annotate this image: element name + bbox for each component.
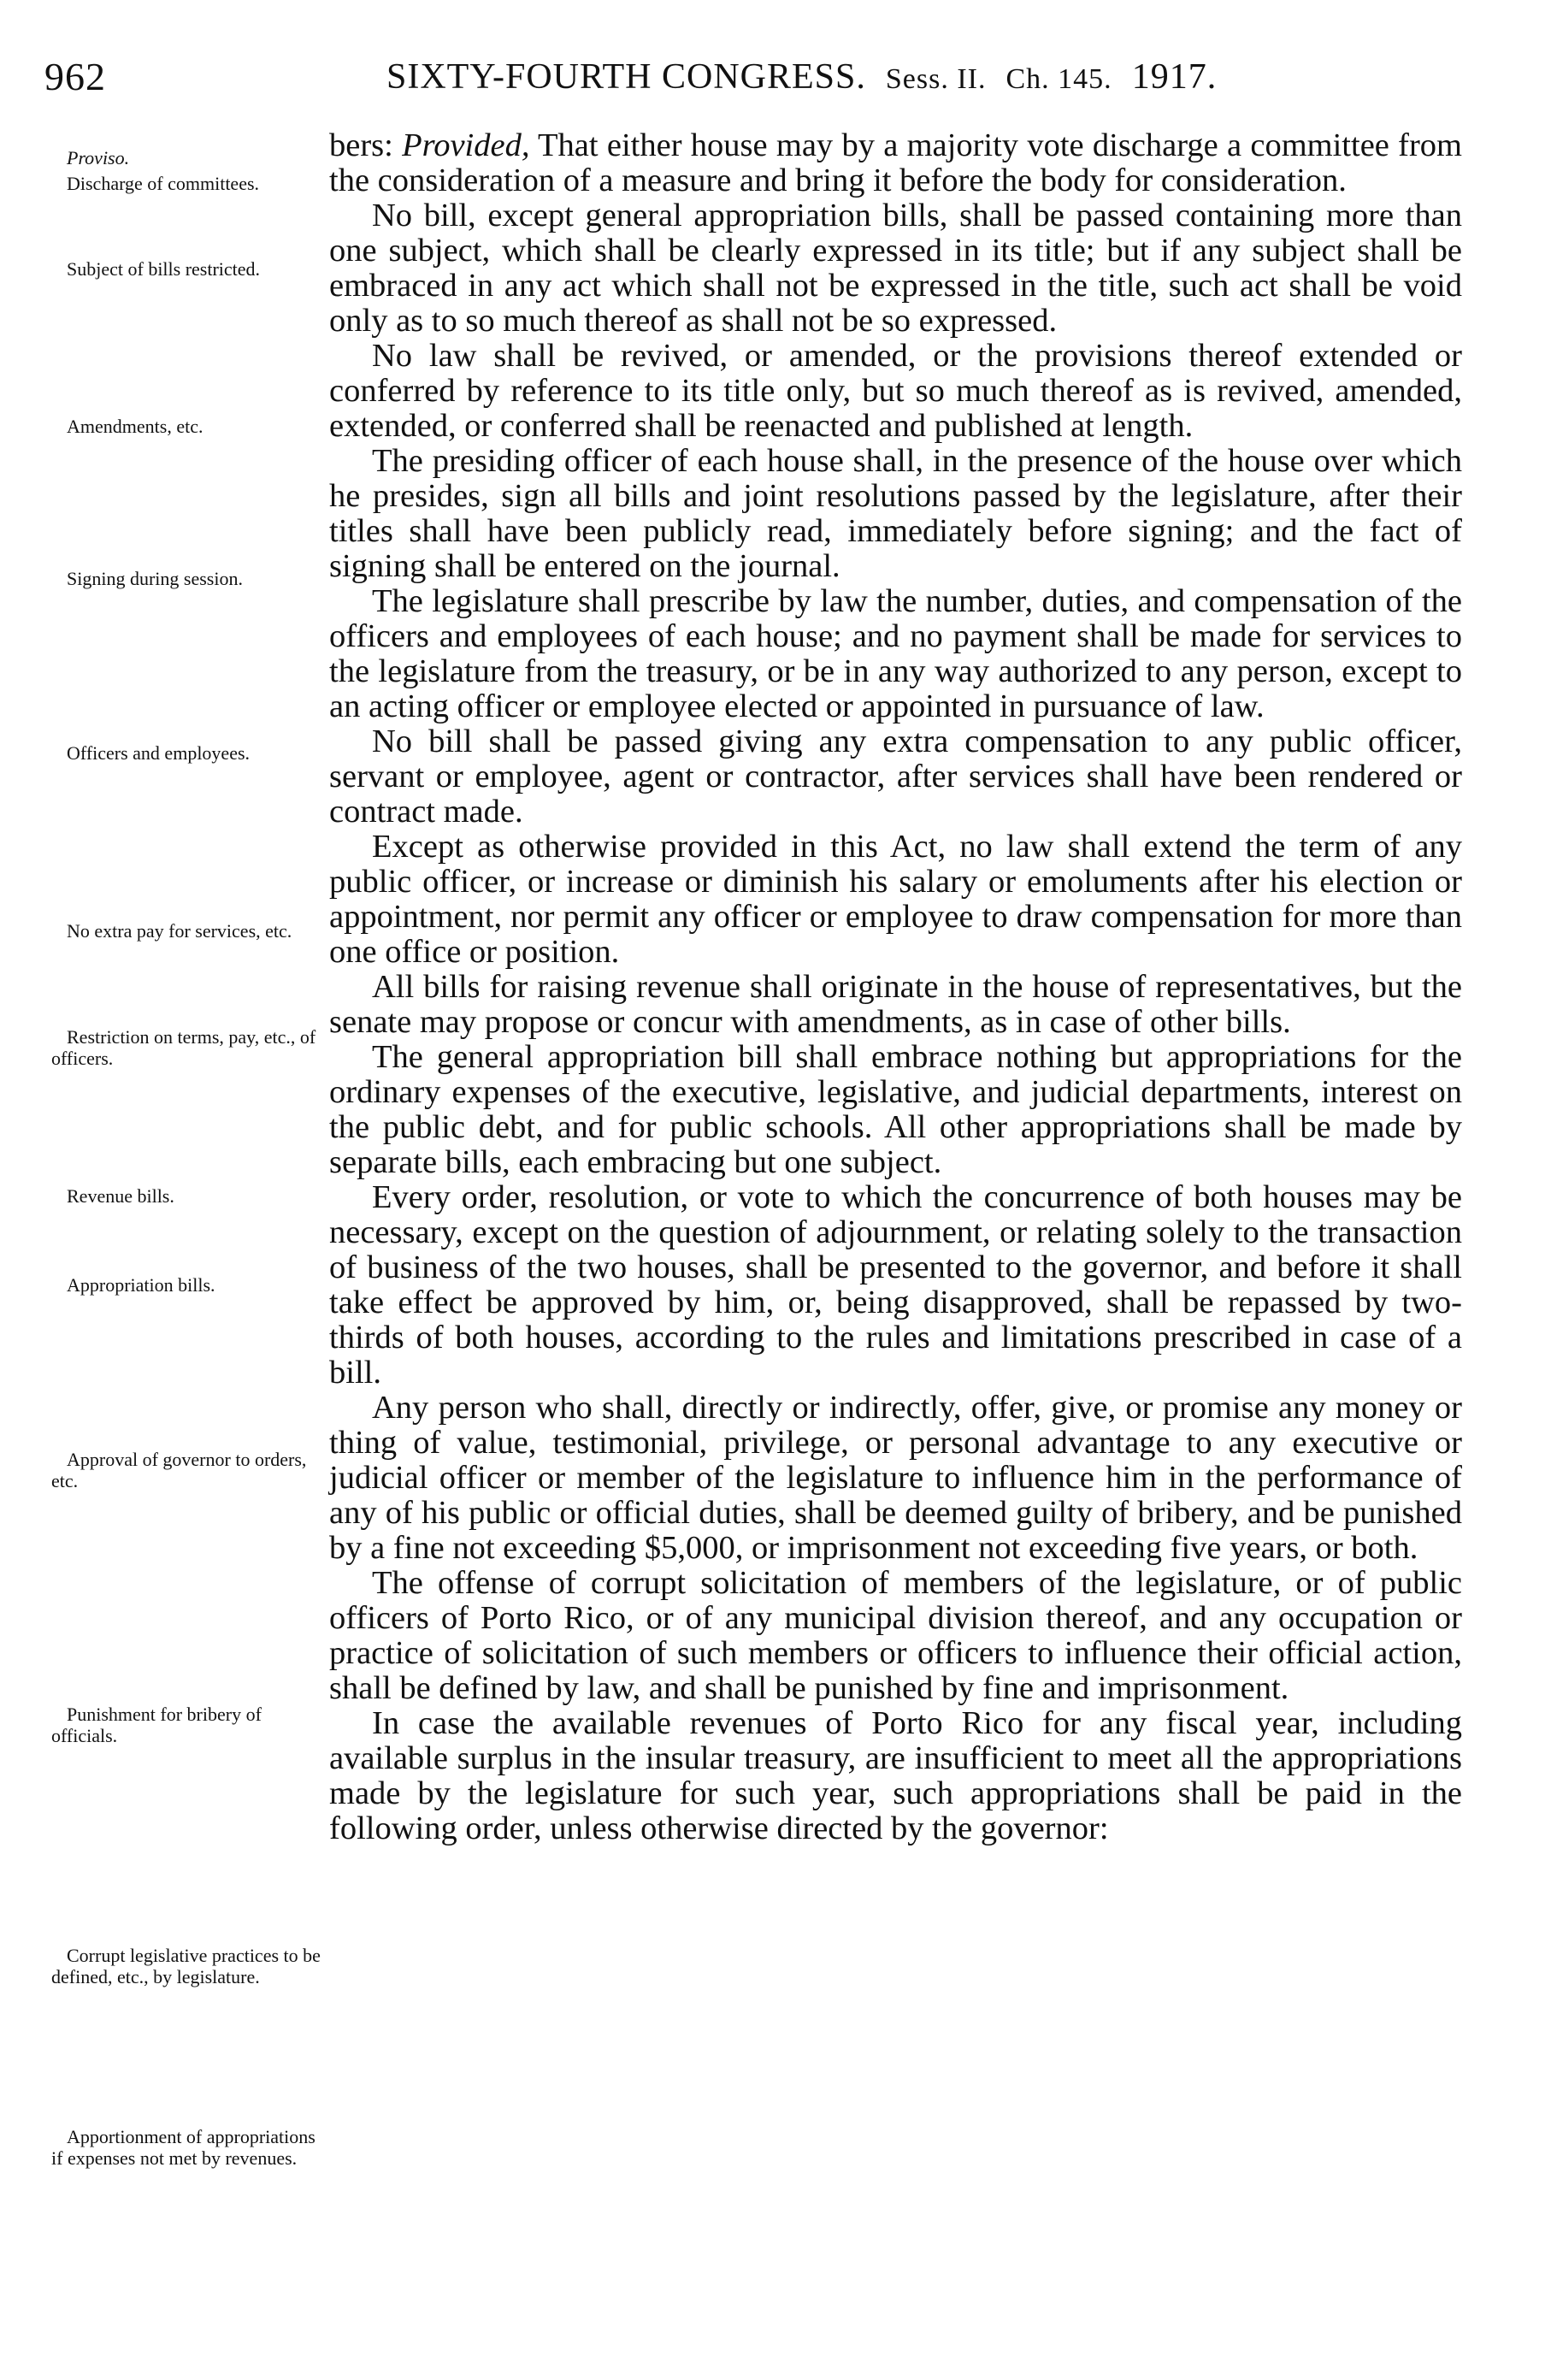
margin-note-corrupt-practices: Corrupt legislative practices to be defined, etc., by legislature. [51, 1945, 321, 1987]
margin-note-signing-session: Signing during session. [67, 568, 243, 589]
congress-title: SIXTY-FOURTH CONGRESS. [386, 57, 866, 97]
running-title [386, 51, 1217, 105]
paragraph-restriction-terms: Except as otherwise provided in this Act, no law shall extend the term of any public officer, or increase or diminish his salary or emoluments after his election or appointment, nor permit any officer or employee to draw compensation for more than one office or position. [329, 829, 1462, 970]
provided-keyword: Provided, [402, 127, 530, 163]
paragraph-extra-pay: No bill shall be passed giving any extra compensation to any public officer, servant or employee, agent or contractor, after services shall have been rendered or contract made. [329, 723, 1462, 830]
margin-note-appropriation-bills: Appropriation bills. [67, 1274, 215, 1296]
year-label: 1917. [1131, 57, 1218, 97]
paragraph-apportionment: In case the available revenues of Porto Rico for any fiscal year, including available surplus in the insular treasury, are insufficient to meet all the appropriations made by the legislature for such year, such appropriations shall be paid in the following order, unless otherwise directed by the governor: [329, 1705, 1462, 1846]
margin-note-amendments: Amendments, etc. [67, 416, 203, 437]
margin-note-punishment-bribery: Punishment for bribery of officials. [51, 1704, 262, 1746]
body-text [329, 128, 1462, 1846]
margin-note-apportionment: Apportionment of appropriations if expenses not met by revenues. [51, 2126, 316, 2169]
paragraph-proviso-rest: That either house may by a majority vote discharge a committee from the consideration of a measure and bring it before the body for consideration. [329, 127, 1462, 198]
running-head [44, 51, 1464, 103]
margin-note-approval-governor: Approval of governor to orders, etc. [51, 1449, 307, 1491]
session-label: Sess. II. [885, 63, 987, 95]
margin-notes [51, 128, 325, 2352]
margin-note-subject-bills: Subject of bills restricted. [67, 258, 261, 280]
paragraph-amendments: No law shall be revived, or amended, or the provisions thereof extended or conferred by reference to its title only, but so much thereof as is revived, amended, extended, or conferred shall be reenacted and published at length. [329, 338, 1462, 444]
margin-note-officers-employees: Officers and employees. [67, 742, 251, 764]
paragraph-proviso-lead: bers: [329, 127, 403, 163]
paragraph-bribery: Any person who shall, directly or indirectly, offer, give, or promise any money or thing of value, testimonial, privilege, or personal advantage to any executive or judicial officer or member of the legislature to influence him in the performance of any of his public or official duties, shall be deemed guilty of bribery, and be punished by a fine not exceeding $5,000, or imprisonment not exceeding five years, or both. [329, 1390, 1462, 1566]
margin-note-restriction-terms: Restriction on terms, pay, etc., of officers. [51, 1026, 316, 1069]
margin-note-revenue-bills: Revenue bills. [67, 1185, 174, 1207]
paragraph-subject-bills: No bill, except general appropriation bills, shall be passed containing more than one subject, which shall be clearly expressed in its title; but if any subject shall be embraced in any act which shall not be expressed in the title, such act shall be void only as to so much thereof as shall not be so expressed. [329, 198, 1462, 339]
paragraph-corrupt-practices: The offense of corrupt solicitation of members of the legislature, or of public officers of Porto Rico, or of any municipal division thereof, and any occupation or practice of solicitation of such members or officers to influence their official action, shall be defined by law, and shall be punished by fine and imprisonment. [329, 1565, 1462, 1706]
paragraph-appropriation-bills: The general appropriation bill shall embrace nothing but appropriations for the ordinary expenses of the executive, legislative, and judicial departments, interest on the public debt, and for public schools. All other appropriations shall be made by separate bills, each embracing but one subject. [329, 1039, 1462, 1180]
chapter-label: Ch. 145. [1005, 63, 1112, 95]
page-number: 962 [44, 55, 106, 98]
paragraph-signing: The presiding officer of each house shall, in the presence of the house over which he presides, sign all bills and joint resolutions passed by the legislature, after their titles shall have been publicly read, immediately before signing; and the fact of signing shall be entered on the journal. [329, 443, 1462, 584]
paragraph-governor-approval: Every order, resolution, or vote to which the concurrence of both houses may be necessary, except on the question of adjournment, or relating solely to the transaction of business of the two houses, shall be presented to the governor, and before it shall take effect be approved by him, or, being disapproved, shall be repassed by two-thirds of both houses, according to the rules and limitations prescribed in case of a bill. [329, 1179, 1462, 1391]
paragraph-officers: The legislature shall prescribe by law the number, duties, and compensation of the officers and employees of each house; and no payment shall be made for services to the legislature from the treasury, or be in any way authorized to any person, except to an acting officer or employee elected or appointed in pursuance of law. [329, 583, 1462, 724]
margin-note-no-extra-pay: No extra pay for services, etc. [67, 920, 292, 942]
paragraph-revenue-bills: All bills for raising revenue shall originate in the house of representatives, but the senate may propose or concur with amendments, as in case of other bills. [329, 969, 1462, 1040]
paragraph-proviso [329, 128, 1462, 198]
margin-note-proviso: Proviso. [67, 147, 130, 168]
margin-note-discharge-committees: Discharge of committees. [67, 173, 260, 194]
